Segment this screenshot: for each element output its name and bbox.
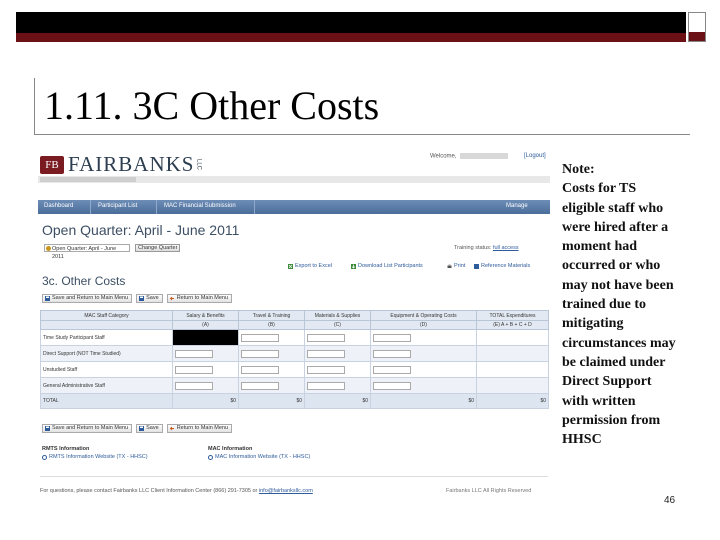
other-costs-table [40,310,549,409]
welcome-label: Welcome, [430,153,457,160]
save-return-label: Save and Return to Main Menu [52,425,129,431]
change-quarter-button[interactable]: Change Quarter [135,244,180,252]
footer-email-link[interactable]: info@fairbanksllc.com [258,488,313,494]
table-row [41,346,549,362]
cost-input[interactable] [307,382,345,390]
nav-mac-financial-submission[interactable]: MAC Financial Submission [164,203,236,209]
export-excel-link[interactable] [288,263,332,269]
main-nav-bar [38,200,550,214]
note-line: trained due to [562,297,646,313]
logout-link[interactable]: [Logout] [524,153,546,159]
col-header: TOTAL Expenditures [477,311,549,321]
save-return-label: Save and Return to Main Menu [52,295,129,301]
mac-heading: MAC Information [208,446,253,452]
info-bar [38,176,550,183]
total-value: $0 [239,394,305,409]
total-value: $0 [477,394,549,409]
table-row [41,362,549,378]
total-row [41,394,549,409]
col-header: MAC Staff Category [41,311,173,321]
total-value: $0 [305,394,371,409]
return-arrow-icon [170,296,175,301]
book-icon [474,264,479,269]
nav-separator [254,200,255,214]
note-line: Direct Support [562,374,652,390]
note-line: may not have been [562,277,674,293]
save-label: Save [146,295,159,301]
col-subheader: (B) [239,321,305,330]
slide-title: 1.11. 3C Other Costs [44,83,380,128]
note-heading: Note: [562,162,595,177]
training-status-label: Training status: [454,245,492,251]
col-subheader: (D) [371,321,477,330]
total-value: $0 [371,394,477,409]
row-total-cell [477,330,549,346]
note-panel [562,160,712,449]
logo-llc: LLC [195,158,202,170]
note-line: moment had [562,239,638,255]
mac-link-label: MAC Information Website (TX - HHSC) [215,454,311,460]
download-list-label: Download List Participants [358,263,423,269]
row-total-cell [477,346,549,362]
save-return-button[interactable] [42,424,132,433]
slide-top-corner-box [688,12,706,42]
footer-divider [40,476,548,477]
note-line: were hired after a [562,219,669,235]
mac-link[interactable] [208,454,310,460]
total-label: TOTAL [41,394,173,409]
return-main-menu-button[interactable] [167,424,232,433]
save-icon [45,426,50,431]
cost-input[interactable] [307,350,345,358]
note-line: occurred or who [562,258,661,274]
footer-copyright: Fairbanks LLC All Rights Reserved [446,488,532,494]
mac-info [208,446,310,460]
note-line: HHSC [562,432,602,448]
table-row [41,378,549,394]
bottom-toolbar [42,424,236,433]
quarter-title: Open Quarter: April - June 2011 [42,222,240,238]
col-subheader: (E) A + B + C + D [477,321,549,330]
redacted-info [40,177,136,182]
export-excel-label: Export to Excel [295,263,332,269]
page-number: 46 [664,495,676,506]
note-line: circumstances may [562,335,676,351]
return-arrow-icon [170,426,175,431]
nav-separator [156,200,157,214]
col-subheader [41,321,173,330]
quarter-select-value: Open Quarter: April - June 2011 [52,246,117,260]
col-subheader: (A) [173,321,239,330]
rmts-heading: RMTS Information [42,446,90,452]
title-rule-vertical [34,78,35,134]
return-main-menu-button[interactable] [167,294,232,303]
quarter-select[interactable] [44,244,130,260]
cost-input[interactable] [175,366,213,374]
save-label: Save [146,425,159,431]
cost-input[interactable] [175,350,213,358]
col-header: Salary & Benefits [173,311,239,321]
save-icon [139,296,144,301]
logo-badge: FB [40,156,64,174]
nav-dashboard[interactable]: Dashboard [44,203,74,209]
reference-materials-link[interactable] [474,263,530,269]
globe-icon [42,455,47,460]
printer-icon [447,264,452,269]
save-icon [45,296,50,301]
print-label: Print [454,263,466,269]
title-rule-horizontal [34,134,690,135]
calendar-icon [46,246,51,251]
app-screenshot [38,146,550,502]
col-header: Equipment & Operating Costs [371,311,477,321]
welcome-text [430,153,511,160]
save-button[interactable] [136,424,163,433]
cost-input[interactable] [175,382,213,390]
cost-input[interactable] [373,382,411,390]
cost-input[interactable] [307,366,345,374]
row-label: Time Study Participant Staff [41,330,173,346]
row-total-cell [477,378,549,394]
return-main-menu-label: Return to Main Menu [176,425,229,431]
globe-icon [208,455,213,460]
note-line: mitigating [562,316,624,332]
rmts-link[interactable] [42,454,148,460]
note-line: with written [562,393,636,409]
section-title: 3c. Other Costs [42,274,126,288]
save-icon [139,426,144,431]
footer-text [40,488,313,494]
row-label: Unstudied Staff [41,362,173,378]
rmts-link-label: RMTS Information Website (TX - HHSC) [49,454,148,460]
return-main-menu-label: Return to Main Menu [176,295,229,301]
cost-input[interactable] [241,382,279,390]
save-return-button[interactable] [42,294,132,303]
nav-separator [90,200,91,214]
row-label: Direct Support (NOT Time Studied) [41,346,173,362]
redacted-user-name [460,153,508,159]
blocked-cell [173,330,239,346]
note-line: be claimed under [562,354,666,370]
note-line: eligible staff who [562,200,664,216]
quarter-controls [40,244,550,260]
nav-manage[interactable]: Manage [506,203,528,209]
col-header: Materials & Supplies [305,311,371,321]
col-subheader: (C) [305,321,371,330]
cost-input[interactable] [241,334,279,342]
note-line: Costs for TS [562,181,637,197]
training-status-link[interactable]: full access [492,245,519,251]
cost-input[interactable] [241,350,279,358]
reference-materials-label: Reference Materials [481,263,531,269]
nav-participant-list[interactable]: Participant List [98,203,138,209]
download-icon [351,264,356,269]
cost-input[interactable] [373,350,411,358]
cost-input[interactable] [307,334,345,342]
excel-icon [288,264,293,269]
footer-contact: For questions, please contact Fairbanks LLC Client Information Center (866) 291-7305 or [40,488,258,494]
col-header: Travel & Training [239,311,305,321]
cost-input[interactable] [373,366,411,374]
training-status [454,245,519,251]
slide-top-bar [16,12,686,42]
cost-input[interactable] [241,366,279,374]
print-link[interactable] [447,263,465,269]
logo-text: FAIRBANKS [68,152,195,176]
row-label: General Administrative Staff [41,378,173,394]
save-button[interactable] [136,294,163,303]
table-row [41,330,549,346]
cost-input[interactable] [373,334,411,342]
rmts-info [42,446,148,460]
total-value: $0 [173,394,239,409]
top-toolbar [42,294,236,303]
fairbanks-logo [40,152,201,177]
row-total-cell [477,362,549,378]
note-line: permission from [562,412,661,428]
download-list-link[interactable] [351,263,423,269]
